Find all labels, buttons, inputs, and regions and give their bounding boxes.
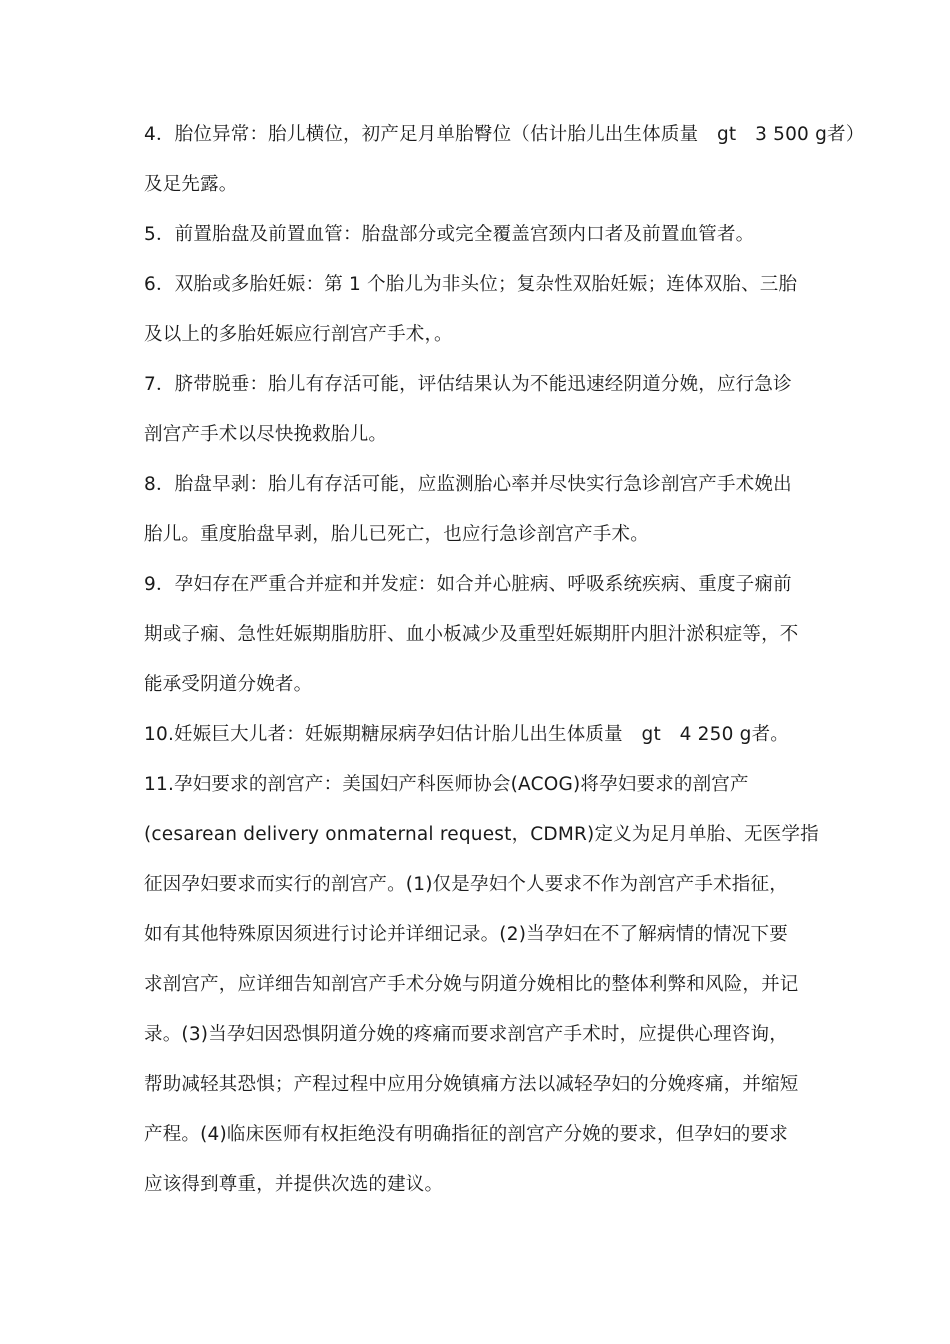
text-line: 胎儿。重度胎盘早剥，胎儿已死亡，也应行急诊剖宫产手术。	[144, 524, 649, 545]
text-line: 应该得到尊重，并提供次选的建议。	[144, 1174, 444, 1195]
text-line: 求剖宫产，应详细告知剖宫产手术分娩与阴道分娩相比的整体利弊和风险，并记	[144, 974, 799, 995]
text-line: 5．前置胎盘及前置血管：胎盘部分或完全覆盖宫颈内口者及前置血管者。	[144, 224, 755, 245]
text-line: 4．胎位异常：胎儿横位，初产足月单胎臀位（估计胎儿出生体质量 gt 3 500 g者）	[144, 124, 865, 145]
text-line: 帮助减轻其恐惧；产程过程中应用分娩镇痛方法以减轻孕妇的分娩疼痛，并缩短	[144, 1074, 799, 1095]
text-line: 10.妊娠巨大儿者：妊娠期糖尿病孕妇估计胎儿出生体质量 gt 4 250 g者。	[144, 724, 790, 745]
text-line: 6．双胎或多胎妊娠：第 1 个胎儿为非头位；复杂性双胎妊娠；连体双胎、三胎	[144, 274, 798, 295]
text-line: 征因孕妇要求而实行的剖宫产。(1)仅是孕妇个人要求不作为剖宫产手术指征，	[144, 874, 788, 895]
text-line: 11.孕妇要求的剖宫产：美国妇产科医师协会(ACOG)将孕妇要求的剖宫产	[144, 774, 749, 795]
text-line: (cesarean delivery onmaternal request，CDMR)定义为足月单胎、无医学指	[144, 824, 819, 845]
text-line: 及足先露。	[144, 174, 238, 195]
text-line: 产程。(4)临床医师有权拒绝没有明确指征的剖宫产分娩的要求，但孕妇的要求	[144, 1124, 788, 1145]
text-line: 9．孕妇存在严重合并症和并发症：如合并心脏病、呼吸系统疾病、重度子痫前	[144, 574, 792, 595]
text-line: 如有其他特殊原因须进行讨论并详细记录。(2)当孕妇在不了解病情的情况下要	[144, 924, 788, 945]
text-line: 期或子痫、急性妊娠期脂肪肝、血小板减少及重型妊娠期肝内胆汁淤积症等，不	[144, 624, 799, 645]
text-line: 剖宫产手术以尽快挽救胎儿。	[144, 424, 388, 445]
text-line: 及以上的多胎妊娠应行剖宫产手术，。	[144, 324, 453, 345]
text-line: 能承受阴道分娩者。	[144, 674, 313, 695]
text-line: 8．胎盘早剥：胎儿有存活可能，应监测胎心率并尽快实行急诊剖宫产手术娩出	[144, 474, 792, 495]
text-line: 录。(3)当孕妇因恐惧阴道分娩的疼痛而要求剖宫产手术时，应提供心理咨询，	[144, 1024, 788, 1045]
text-line: 7．脐带脱垂：胎儿有存活可能，评估结果认为不能迅速经阴道分娩，应行急诊	[144, 374, 792, 395]
